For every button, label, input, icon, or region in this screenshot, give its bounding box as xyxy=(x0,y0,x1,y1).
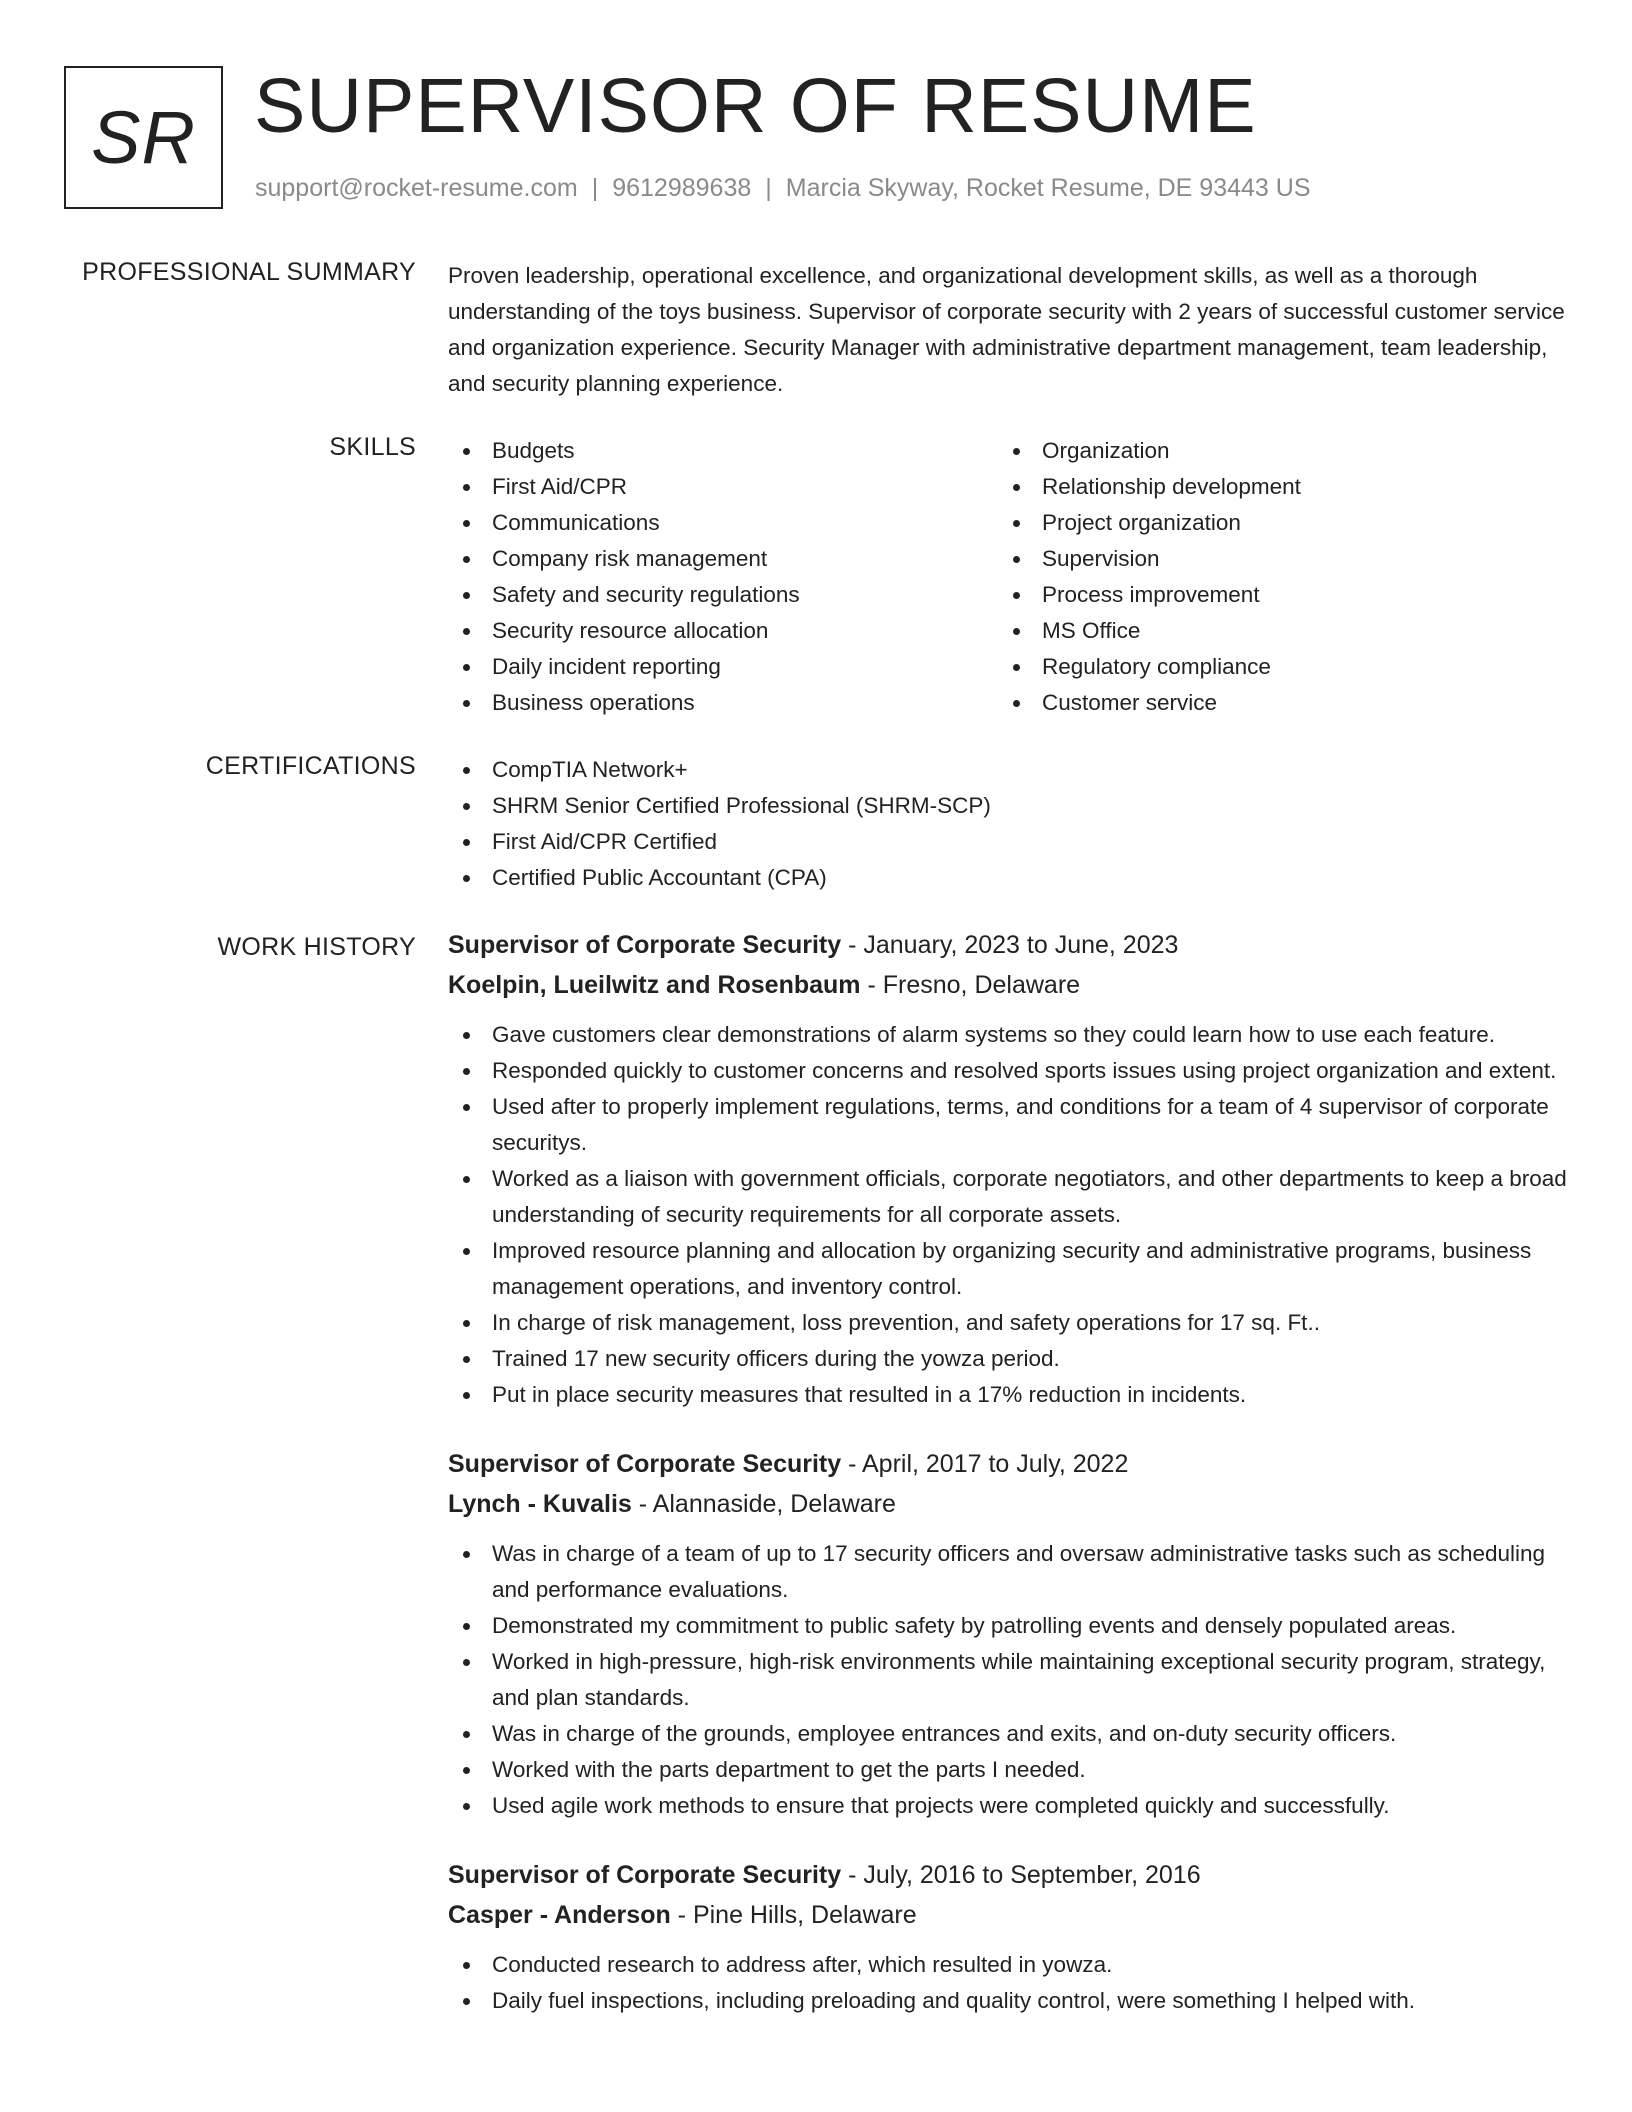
job-duty-item: Used after to properly implement regulations, terms, and conditions for a team of 4 supervisor of corporate securitys. xyxy=(448,1089,1568,1161)
job-duty-item: Used agile work methods to ensure that projects were completed quickly and successfully. xyxy=(448,1788,1568,1824)
skill-item: Security resource allocation xyxy=(448,613,998,649)
job-duties-list xyxy=(448,1947,1568,2019)
work-history-body xyxy=(448,925,1568,2019)
job-company: Casper - Anderson xyxy=(448,1901,671,1929)
skill-item: Organization xyxy=(998,433,1548,469)
job-location: - Pine Hills, Delaware xyxy=(670,1901,917,1929)
certifications-list xyxy=(448,752,1568,896)
job-duty-item: In charge of risk management, loss prevention, and safety operations for 17 sq. Ft.. xyxy=(448,1305,1568,1341)
skills-body xyxy=(448,433,1568,721)
contact-line xyxy=(255,174,1311,203)
job-company-line xyxy=(448,1484,1568,1524)
job-duty-item: Worked as a liaison with government officials, corporate negotiators, and other departments to keep a broad understanding of security requirements for all corporate assets. xyxy=(448,1161,1568,1233)
job-entry xyxy=(448,1855,1568,2019)
skill-item: Safety and security regulations xyxy=(448,577,998,613)
job-duty-item: Worked in high-pressure, high-risk environments while maintaining exceptional security program, strategy, and plan standards. xyxy=(448,1644,1568,1716)
job-duty-item: Was in charge of the grounds, employee entrances and exits, and on-duty security officers. xyxy=(448,1716,1568,1752)
job-entry xyxy=(448,1444,1568,1824)
skills-list-left xyxy=(448,433,998,721)
job-title: Supervisor of Corporate Security xyxy=(448,931,842,959)
summary-text: Proven leadership, operational excellence, and organizational development skills, as well as a thorough understanding of the toys business. Supervisor of corporate security with 2 years of successful customer service and organization experience. Security Manager with administrative department management, team leadership, and security planning experience. xyxy=(448,263,1565,396)
job-duty-item: Improved resource planning and allocation by organizing security and administrative programs, business management operations, and inventory control. xyxy=(448,1233,1568,1305)
job-title-line xyxy=(448,1444,1568,1484)
contact-phone[interactable]: 9612989638 xyxy=(612,174,752,202)
monogram-initials: SR xyxy=(91,96,196,179)
job-duty-item: Daily fuel inspections, including preloading and quality control, were something I helped with. xyxy=(448,1983,1568,2019)
certifications-heading: CERTIFICATIONS xyxy=(205,752,416,780)
skills-list-right xyxy=(998,433,1548,721)
skill-item: Customer service xyxy=(998,685,1548,721)
resume-header xyxy=(64,63,1568,210)
skill-item: Regulatory compliance xyxy=(998,649,1548,685)
job-entry xyxy=(448,925,1568,1413)
skill-item: Process improvement xyxy=(998,577,1548,613)
skill-item: Project organization xyxy=(998,505,1548,541)
certification-item: First Aid/CPR Certified xyxy=(448,824,1568,860)
contact-separator: | xyxy=(591,174,599,202)
job-duties-list xyxy=(448,1017,1568,1413)
job-duty-item: Trained 17 new security officers during the yowza period. xyxy=(448,1341,1568,1377)
job-duty-item: Was in charge of a team of up to 17 security officers and oversaw administrative tasks such as scheduling and performance evaluations. xyxy=(448,1536,1568,1608)
job-duty-item: Demonstrated my commitment to public safety by patrolling events and densely populated areas. xyxy=(448,1608,1568,1644)
job-title: Supervisor of Corporate Security xyxy=(448,1450,842,1478)
certification-item: Certified Public Accountant (CPA) xyxy=(448,860,1568,896)
job-dates: - July, 2016 to September, 2016 xyxy=(841,1861,1201,1889)
skill-item: MS Office xyxy=(998,613,1548,649)
job-duty-item: Gave customers clear demonstrations of alarm systems so they could learn how to use each feature. xyxy=(448,1017,1568,1053)
job-duty-item: Put in place security measures that resulted in a 17% reduction in incidents. xyxy=(448,1377,1568,1413)
job-company-line xyxy=(448,965,1568,1005)
skill-item: Budgets xyxy=(448,433,998,469)
job-duty-item: Worked with the parts department to get the parts I needed. xyxy=(448,1752,1568,1788)
job-dates: - April, 2017 to July, 2022 xyxy=(841,1450,1129,1478)
work-history-heading: WORK HISTORY xyxy=(217,933,416,961)
certification-item: SHRM Senior Certified Professional (SHRM-SCP) xyxy=(448,788,1568,824)
job-company: Koelpin, Lueilwitz and Rosenbaum xyxy=(448,971,861,999)
skill-item: Relationship development xyxy=(998,469,1548,505)
job-location: - Fresno, Delaware xyxy=(860,971,1081,999)
job-dates: - January, 2023 to June, 2023 xyxy=(841,931,1179,959)
monogram-box xyxy=(64,66,223,209)
skill-item: Daily incident reporting xyxy=(448,649,998,685)
skill-item: Business operations xyxy=(448,685,998,721)
summary-heading: PROFESSIONAL SUMMARY xyxy=(82,258,416,286)
job-company: Lynch - Kuvalis xyxy=(448,1490,632,1518)
contact-address: Marcia Skyway, Rocket Resume, DE 93443 US xyxy=(785,174,1311,202)
resume-title: SUPERVISOR OF RESUME xyxy=(254,63,1257,149)
job-location: - Alannaside, Delaware xyxy=(631,1490,896,1518)
skill-item: Communications xyxy=(448,505,998,541)
job-title-line xyxy=(448,1855,1568,1895)
job-title: Supervisor of Corporate Security xyxy=(448,1861,842,1889)
certifications-body xyxy=(448,752,1568,896)
skill-item: Supervision xyxy=(998,541,1548,577)
skill-item: Company risk management xyxy=(448,541,998,577)
skills-heading: SKILLS xyxy=(329,433,416,461)
job-duty-item: Responded quickly to customer concerns and resolved sports issues using project organization and extent. xyxy=(448,1053,1568,1089)
job-company-line xyxy=(448,1895,1568,1935)
job-duty-item: Conducted research to address after, which resulted in yowza. xyxy=(448,1947,1568,1983)
certification-item: CompTIA Network+ xyxy=(448,752,1568,788)
contact-separator: | xyxy=(765,174,772,202)
skill-item: First Aid/CPR xyxy=(448,469,998,505)
job-title-line xyxy=(448,925,1568,965)
contact-email[interactable]: support@rocket-resume.com xyxy=(255,174,578,202)
job-duties-list xyxy=(448,1536,1568,1824)
